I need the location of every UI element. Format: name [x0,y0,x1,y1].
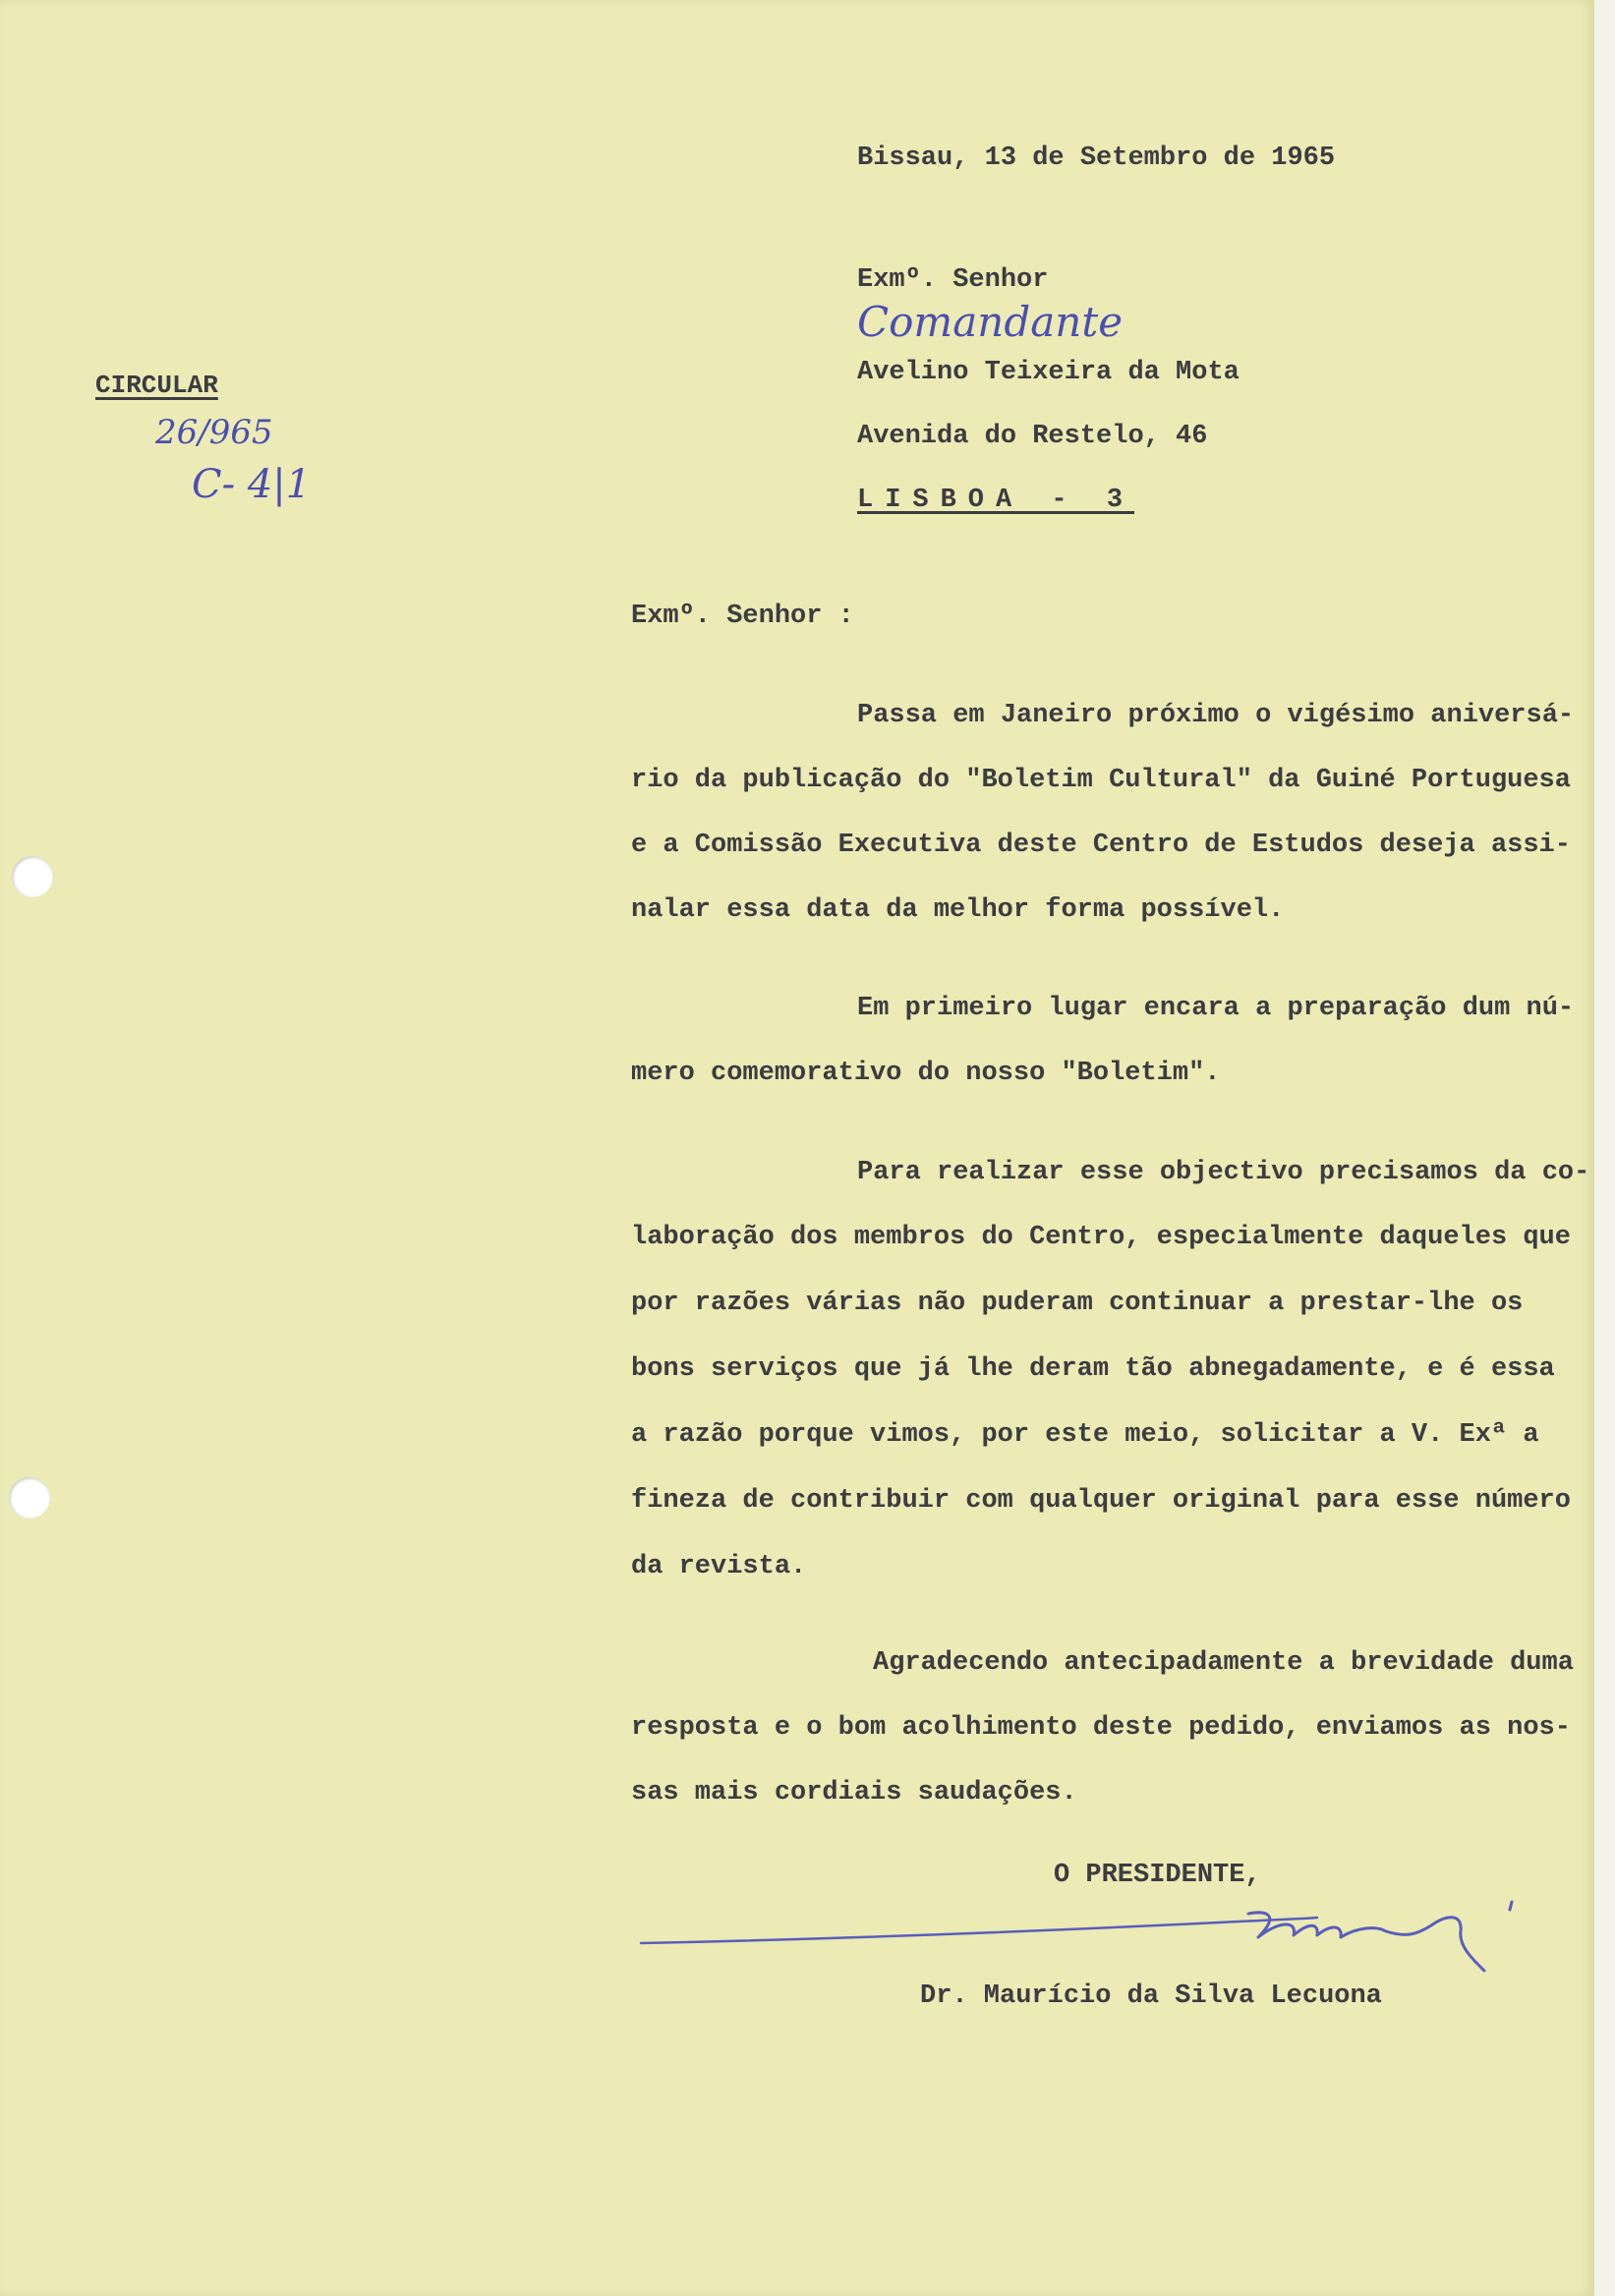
circular-number: 26/965 [155,413,273,452]
body-line: laboração dos membros do Centro, especialmente daqueles que [631,1223,1571,1252]
scan-edge [1594,0,1615,2296]
body-line: Agradecendo antecipadamente a brevidade duma [873,1648,1574,1678]
body-line: fineza de contribuir com qualquer original para esse número [631,1486,1571,1516]
punch-hole-top [12,856,53,897]
body-line: Em primeiro lugar encara a preparação dum nú- [857,994,1575,1023]
circular-ref: C- 4|1 [192,462,312,507]
addressee-name: Avelino Teixeira da Mota [857,358,1240,387]
body-line: Passa em Janeiro próximo o vigésimo aniversá- [857,701,1575,730]
greeting: Exmº. Senhor : [631,602,854,631]
body-line: a razão porque vimos, por este meio, solicitar a V. Exª a [631,1420,1539,1450]
signatory-name: Dr. Maurício da Silva Lecuona [920,1981,1382,2011]
body-line: resposta e o bom acolhimento deste pedido, enviamos as nos- [631,1713,1571,1743]
punch-hole-bottom [9,1477,50,1519]
circular-heading: CIRCULAR [95,371,218,400]
addressee-street: Avenida do Restelo, 46 [857,422,1208,451]
body-line: bons serviços que já lhe deram tão abnegadamente, e é essa [631,1354,1555,1384]
body-line: mero comemorativo do nosso "Boletim". [631,1059,1221,1088]
body-line: e a Comissão Executiva deste Centro de Estudos deseja assi- [631,831,1571,860]
addressee-city: LISBOA - 3 [857,486,1135,515]
body-line: sas mais cordiais saudações. [631,1778,1077,1808]
date-line: Bissau, 13 de Setembro de 1965 [857,144,1336,173]
addressee-salutation: Exmº. Senhor [857,265,1049,295]
handwritten-title: Comandante [857,298,1124,346]
body-line: Para realizar esse objectivo precisamos da co- [857,1158,1590,1187]
body-line: rio da publicação do "Boletim Cultural" da Guiné Portuguesa [631,766,1571,795]
body-line: nalar essa data da melhor forma possível. [631,895,1285,925]
body-line: por razões várias não puderam continuar a prestar-lhe os [631,1289,1524,1318]
body-line: da revista. [631,1552,807,1581]
closing: O PRESIDENTE, [1054,1861,1261,1890]
